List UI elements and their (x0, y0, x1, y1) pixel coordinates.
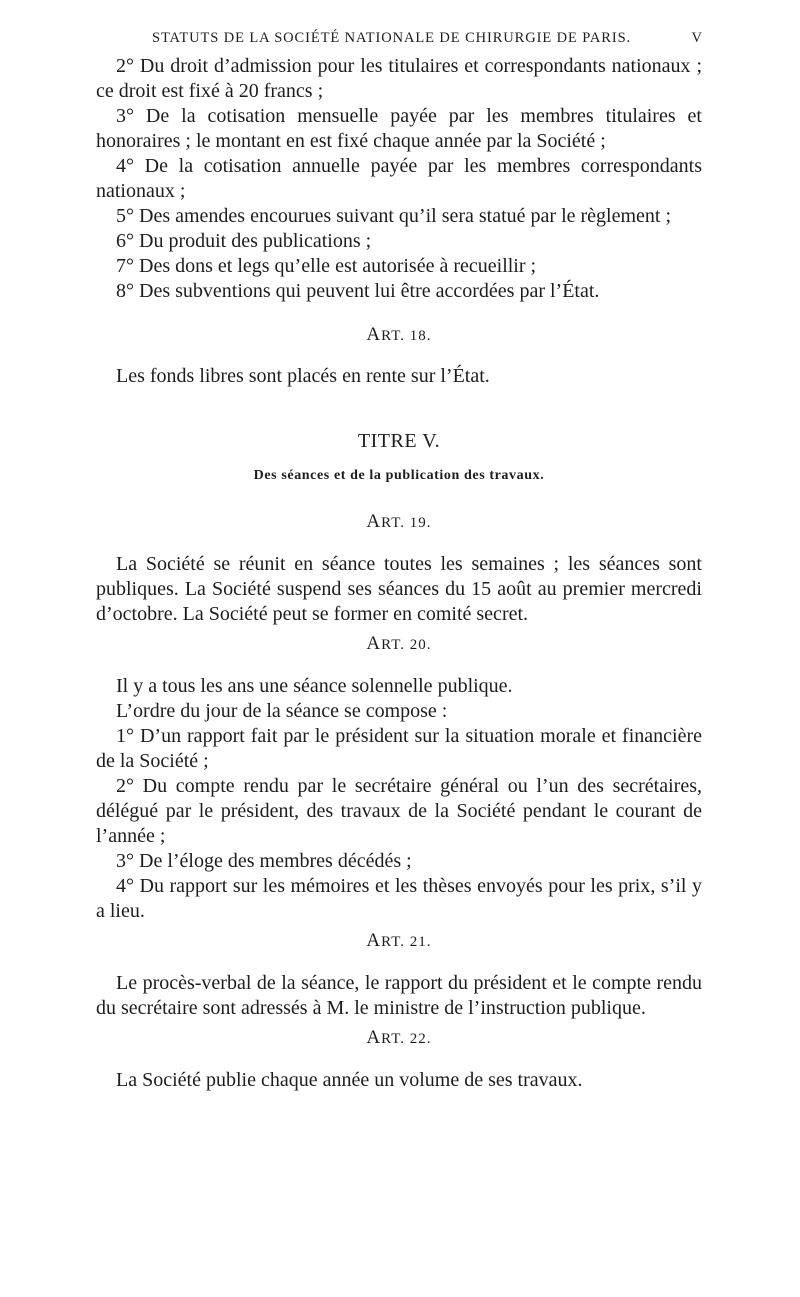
article-21-label: RT. 21. (381, 934, 432, 950)
agenda-item-2: 2° Du compte rendu par le secrétaire général ou l’un des secrétaires, délégué par le président, des travaux de la Société pendant le courant de l’année ; (96, 775, 702, 847)
article-18-initial: A (366, 324, 382, 345)
article-20-label: RT. 20. (381, 637, 432, 653)
article-20-agenda-intro: L’ordre du jour de la séance se compose : (116, 700, 448, 722)
revenue-item-8: 8° Des subventions qui peuvent lui être accordées par l’État. (116, 280, 600, 302)
article-20-intro: Il y a tous les ans une séance solennelle publique. (116, 675, 513, 697)
revenue-item-7: 7° Des dons et legs qu’elle est autorisée à recueillir ; (116, 255, 537, 277)
running-title: STATUTS DE LA SOCIÉTÉ NATIONALE DE CHIRURGIE DE PARIS. (152, 30, 632, 46)
page (96, 28, 702, 1093)
article-22-text: La Société publie chaque année un volume de ses travaux. (116, 1069, 583, 1091)
article-22-initial: A (366, 1027, 382, 1048)
article-18-heading (96, 322, 702, 349)
revenue-item-6: 6° Du produit des publications ; (116, 230, 372, 252)
article-20-initial: A (366, 633, 382, 654)
revenue-item-2: 2° Du droit d’admission pour les titulaires et correspondants nationaux ; ce droit est fixé à 20 francs ; (96, 55, 702, 102)
agenda-item-1: 1° D’un rapport fait par le président sur la situation morale et financière de la Société ; (96, 725, 702, 772)
running-head (96, 28, 702, 48)
article-21-initial: A (366, 930, 382, 951)
titre-subtitle: Des séances et de la publication des travaux. (253, 468, 545, 483)
article-21-heading (96, 928, 702, 955)
article-20-heading (96, 631, 702, 658)
agenda-item-3: 3° De l’éloge des membres décédés ; (116, 850, 412, 872)
article-19-initial: A (366, 511, 382, 532)
article-19-heading (96, 509, 702, 536)
article-18-label: RT. 18. (381, 328, 432, 344)
article-18-text: Les fonds libres sont placés en rente sur l’État. (116, 365, 490, 387)
article-22-label: RT. 22. (381, 1031, 432, 1047)
revenue-item-4: 4° De la cotisation annuelle payée par les membres correspondants nationaux ; (96, 155, 702, 202)
revenue-item-5: 5° Des amendes encourues suivant qu’il sera statué par le règlement ; (116, 205, 672, 227)
page-number: V (691, 30, 702, 46)
agenda-item-4: 4° Du rapport sur les mémoires et les thèses envoyés pour les prix, s’il y a lieu. (96, 875, 702, 922)
article-19-label: RT. 19. (381, 515, 432, 531)
article-22-heading (96, 1025, 702, 1052)
article-21-text: Le procès-verbal de la séance, le rapport du président et le compte rendu du secrétaire sont adressés à M. le ministre de l’instruction publique. (96, 972, 702, 1019)
revenue-item-3: 3° De la cotisation mensuelle payée par les membres titulaires et honoraires ; le montant en est fixé chaque année par la Société ; (96, 105, 702, 152)
article-19-text: La Société se réunit en séance toutes les semaines ; les séances sont publiques. La Société suspend ses séances du 15 août au premier mercredi d’octobre. La Société peut se former en comité secret. (96, 553, 702, 625)
titre-heading: TITRE V. (357, 430, 441, 452)
